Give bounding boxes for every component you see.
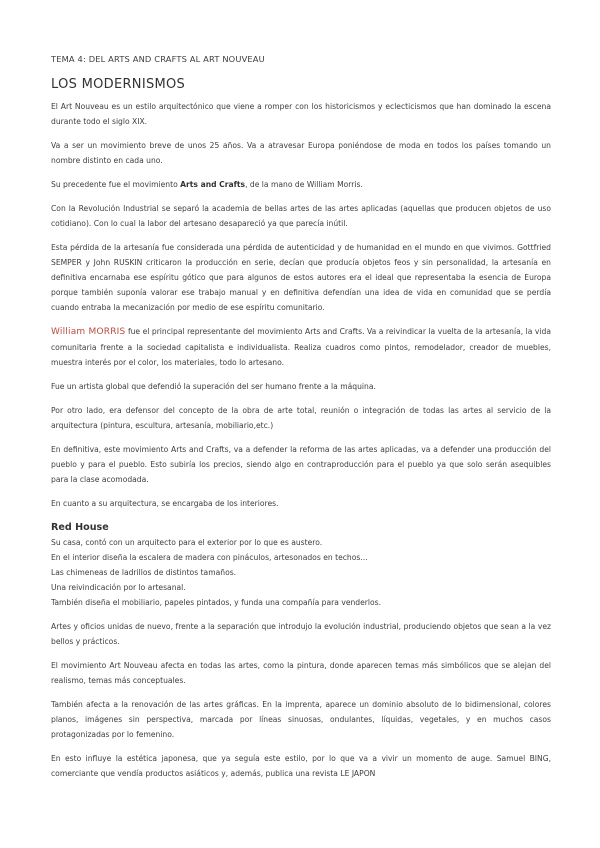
paragraph: El Art Nouveau es un estilo arquitectónico que viene a romper con los historicismos y eclecticismos que han dominado la escena durante todo el siglo XIX. bbox=[51, 102, 551, 126]
paragraph: Artes y oficios unidas de nuevo, frente a la separación que introdujo la evolución industrial, produciendo objetos que sean a la vez bellos y prácticos. bbox=[51, 622, 551, 646]
subsection-heading: Red House bbox=[51, 522, 109, 533]
text-line: Una reivindicación por lo artesanal. bbox=[51, 583, 186, 592]
page-content bbox=[51, 52, 551, 781]
text-line: En el interior diseña la escalera de madera con pináculos, artesonados en techos... bbox=[51, 553, 368, 562]
paragraph bbox=[51, 177, 551, 192]
highlighted-name: William MORRIS bbox=[51, 327, 126, 337]
paragraph: También afecta a la renovación de las artes gráficas. En la imprenta, aparece un dominio absoluto de lo bidimensional, colores planos, imágenes sin perspectiva, marcada por líneas sinuosas, ondulantes, líquidas, vegetales, y en muchos casos protagonizadas por lo femenino. bbox=[51, 700, 551, 739]
topic-header: TEMA 4: DEL ARTS AND CRAFTS AL ART NOUVEAU bbox=[51, 54, 265, 64]
paragraph: Con la Revolución Industrial se separó la academia de bellas artes de las artes aplicadas (aquellas que producen objetos de uso cotidiano). Con lo cual la labor del artesano desapareció ya que parecía inútil. bbox=[51, 204, 551, 228]
red-house-lines bbox=[51, 535, 551, 610]
text-line: Las chimeneas de ladrillos de distintos tamaños. bbox=[51, 568, 237, 577]
paragraph: Esta pérdida de la artesanía fue considerada una pérdida de autenticidad y de humanidad en el mundo en que vivimos. Gottfried SEMPER y John RUSKIN criticaron la producción en serie, decían que producía objetos feos y sin personalidad, la artesanía en definitiva encarnaba ese espíritu gótico que para algunos de estos autores era el ideal que representaba la esencia de Europa porque también suponía valorar ese trabajo manual y en definitiva defendían una idea de vida en comunidad que se perdía cuando entraba la mecanización por medio de ese espíritu comunitario. bbox=[51, 243, 551, 312]
paragraph bbox=[51, 324, 551, 370]
paragraph: Fue un artista global que defendió la superación del ser humano frente a la máquina. bbox=[51, 382, 376, 391]
text-line: También diseña el mobiliario, papeles pintados, y funda una compañía para venderlos. bbox=[51, 598, 382, 607]
paragraph-text: , de la mano de William Morris. bbox=[245, 180, 363, 189]
paragraph: El movimiento Art Nouveau afecta en todas las artes, como la pintura, donde aparecen temas más simbólicos que se alejan del realismo, temas más conceptuales. bbox=[51, 661, 551, 685]
paragraph: En esto influye la estética japonesa, que ya seguía este estilo, por lo que va a vivir un momento de auge. Samuel BING, comerciante que vendía productos asiáticos y, además, publica una revista LE JAPON bbox=[51, 754, 551, 778]
paragraph-text: fue el principal representante del movimiento Arts and Crafts. Va a reivindicar la vuelta de la artesanía, la vida comunitaria frente a la sociedad capitalista e individualista. Realiza cuadros como pintos, remodelador, creador de muebles, muestra interés por el color, los materiales, todo lo artesano. bbox=[51, 327, 551, 367]
paragraph: En definitiva, este movimiento Arts and Crafts, va a defender la reforma de las artes aplicadas, va a defender una producción del pueblo y para el pueblo. Esto subiría los precios, siendo algo en contraproducción para el pueblo ya que solo serán asequibles para la clase acomodada. bbox=[51, 445, 551, 484]
text-line: Su casa, contó con un arquitecto para el exterior por lo que es austero. bbox=[51, 538, 323, 547]
section-title: LOS MODERNISMOS bbox=[51, 77, 186, 92]
paragraph: En cuanto a su arquitectura, se encargaba de los interiores. bbox=[51, 499, 279, 508]
paragraph: Va a ser un movimiento breve de unos 25 años. Va a atravesar Europa poniéndose de moda en todos los países tomando un nombre distinto en cada uno. bbox=[51, 141, 551, 165]
paragraph-text: Su precedente fue el movimiento bbox=[51, 180, 181, 189]
paragraph: Por otro lado, era defensor del concepto de la obra de arte total, reunión o integración de todas las artes al servicio de la arquitectura (pintura, escultura, artesanía, mobiliario,etc.) bbox=[51, 406, 551, 430]
bold-term: Arts and Crafts bbox=[180, 180, 246, 189]
